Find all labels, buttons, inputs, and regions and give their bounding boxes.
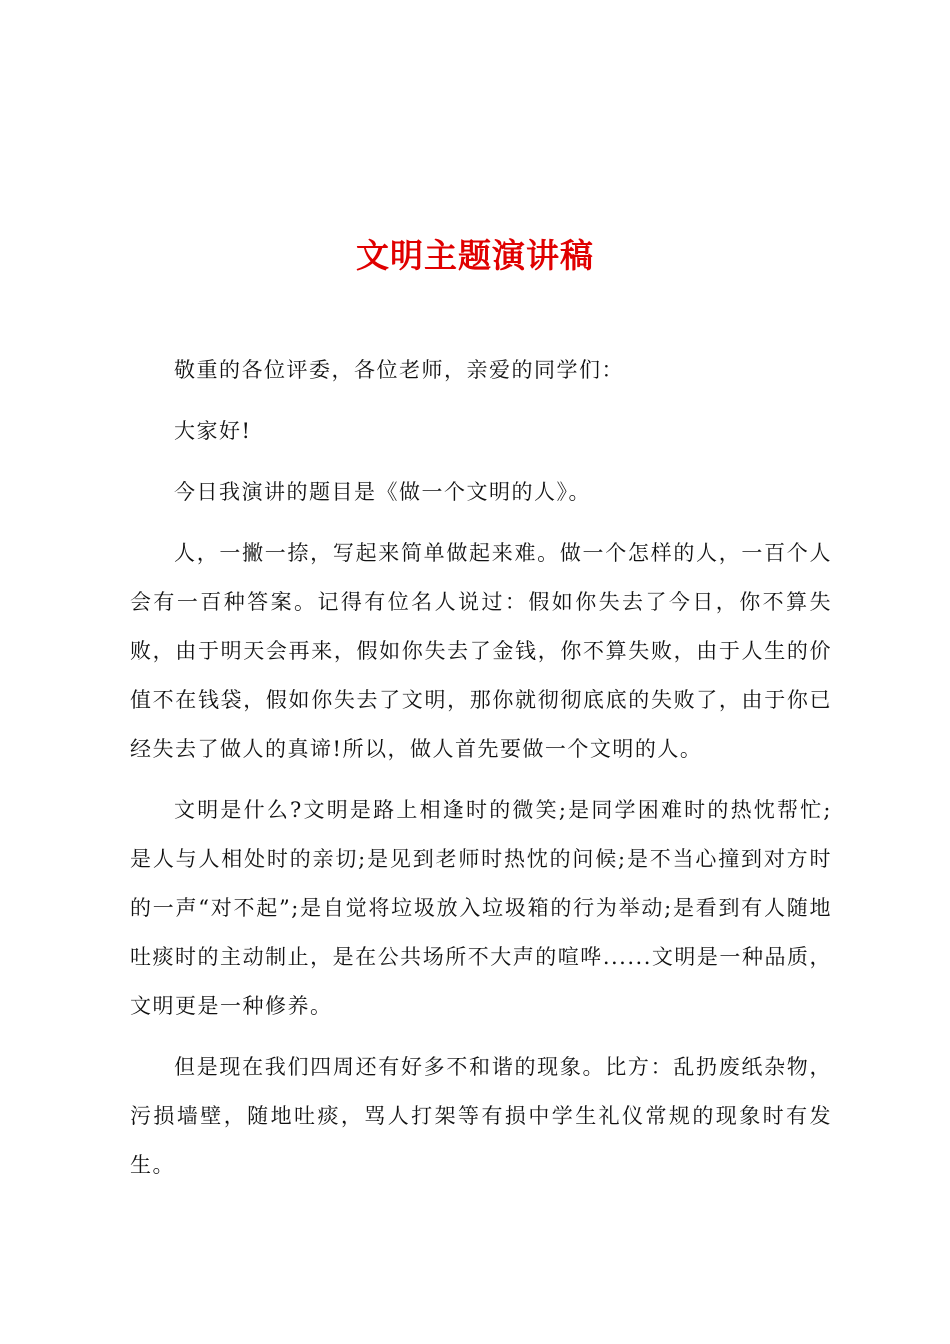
- paragraph-hello: 大家好!: [174, 419, 252, 443]
- paragraph-greeting: 敬重的各位评委，各位老师，亲爱的同学们：: [174, 358, 624, 382]
- document-title: 文明主题演讲稿: [356, 236, 594, 276]
- paragraph-current-problems: 但是现在我们四周还有好多不和谐的现象。比方：乱扔废纸杂物，污损墙壁，随地吐痰，骂人打架等有损中学生礼仪常规的现象时有发生。: [130, 1055, 832, 1177]
- paragraph-what-is-civility: 文明是什么?文明是路上相逢时的微笑;是同学困难时的热忱帮忙;是人与人相处时的亲切;是见到老师时热忱的问候;是不当心撞到对方时的一声“对不起”;是自觉将垃圾放入垃圾箱的行为举动;是看到有人随地吐痰时的主动制止，是在公共场所不大声的喧哗......文明是一种品质，文明更是一种修养。: [130, 798, 832, 1018]
- document-body: [130, 346, 832, 1202]
- paragraph-being-human: 人，一撇一捺，写起来简单做起来难。做一个怎样的人，一百个人会有一百种答案。记得有位名人说过：假如你失去了今日，你不算失败，由于明天会再来，假如你失去了金钱，你不算失败，由于人生的价值不在钱袋，假如你失去了文明，那你就彻彻底底的失败了，由于你已经失去了做人的真谛!所以，做人首先要做一个文明的人。: [130, 541, 832, 761]
- paragraph-topic: 今日我演讲的题目是《做一个文明的人》。: [174, 480, 591, 504]
